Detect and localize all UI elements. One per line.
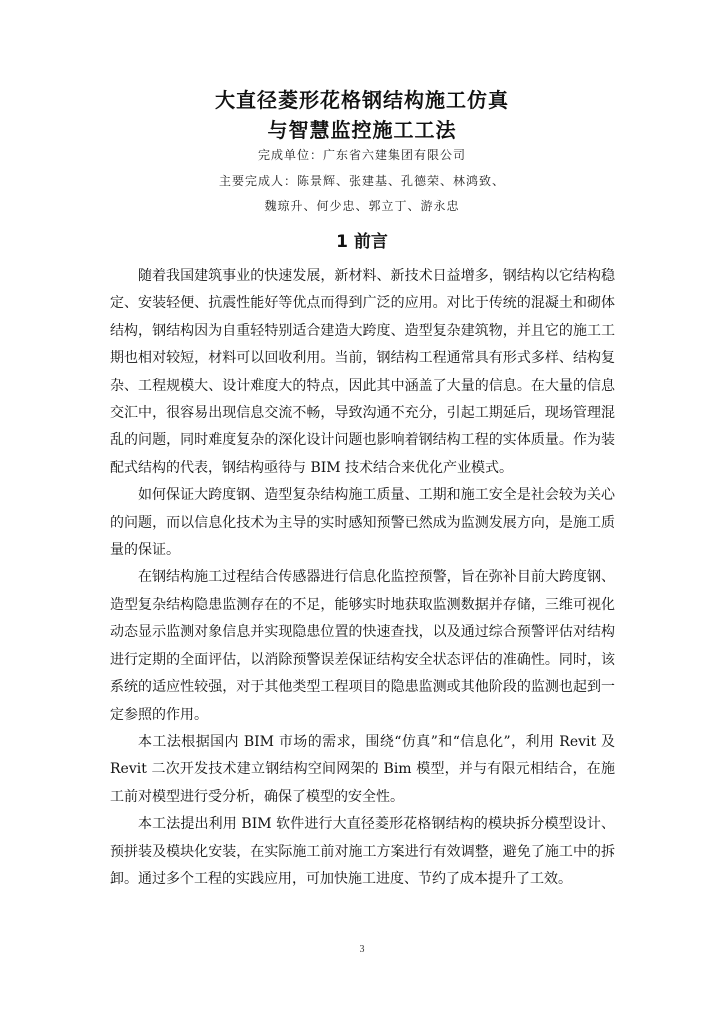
document-title-line1: 大直径菱形花格钢结构施工仿真 bbox=[215, 88, 509, 112]
paragraph: 如何保证大跨度钢、造型复杂结构施工质量、工期和施工安全是社会较为关心的问题，而以信息化技术为主导的实时感知预警已然成为监测发展方向，是施工质量的保证。 bbox=[110, 487, 615, 559]
paragraph: 本工法根据国内 BIM 市场的需求，围绕“仿真”和“信息化”，利用 Revit 及 Revit 二次开发技术建立钢结构空间网架的 Bim 模型，并与有限元相结合，在施工前对模型进行受分析，确保了模型的安全性。 bbox=[110, 733, 615, 805]
paragraph: 随着我国建筑事业的快速发展，新材料、新技术日益增多，钢结构以它结构稳定、安装轻便、抗震性能好等优点而得到广泛的应用。对比于传统的混凝土和砌体结构，钢结构因为自重轻特别适合建造大跨度、造型复杂建筑物，并且它的施工工期也相对较短，材料可以回收利用。当前，钢结构工程通常具有形式多样、结构复杂、工程规模大、设计难度大的特点，因此其中涵盖了大量的信息。在大量的信息交汇中，很容易出现信息交流不畅，导致沟通不充分，引起工期延后，现场管理混乱的问题，同时难度复杂的深化设计问题也影响着钢结构工程的实体质量。作为装配式结构的代表，钢结构亟待与 BIM 技术结合来优化产业模式。 bbox=[110, 268, 615, 476]
main-contributors-line2: 魏琼升、何少忠、郭立丁、游永忠 bbox=[264, 199, 460, 213]
paragraph: 在钢结构施工过程结合传感器进行信息化监控预警，旨在弥补目前大跨度钢、造型复杂结构隐患监测存在的不足，能够实时地获取监测数据并存储，三维可视化动态显示监测对象信息并实现隐患位置的快速查找，以及通过综合预警评估对结构进行定期的全面评估，以消除预警误差保证结构安全状态评估的准确性。同时，该系统的适应性较强，对于其他类型工程项目的隐患监测或其他阶段的监测也起到一定参照的作用。 bbox=[110, 569, 615, 723]
page-number: 3 bbox=[359, 944, 365, 955]
completion-unit: 完成单位：广东省六建集团有限公司 bbox=[257, 148, 466, 162]
document-title-line2: 与智慧监控施工工法 bbox=[267, 118, 457, 142]
main-contributors-line1: 主要完成人：陈景辉、张建基、孔德荣、林鸿致、 bbox=[218, 174, 505, 188]
section-heading: 1 前言 bbox=[336, 232, 388, 252]
paragraph: 本工法提出利用 BIM 软件进行大直径菱形花格钢结构的模块拆分模型设计、预拼装及模块化安装，在实际施工前对施工方案进行有效调整，避免了施工中的拆卸。通过多个工程的实践应用，可加快施工进度、节约了成本提升了工效。 bbox=[110, 816, 615, 887]
body-text bbox=[110, 263, 615, 893]
